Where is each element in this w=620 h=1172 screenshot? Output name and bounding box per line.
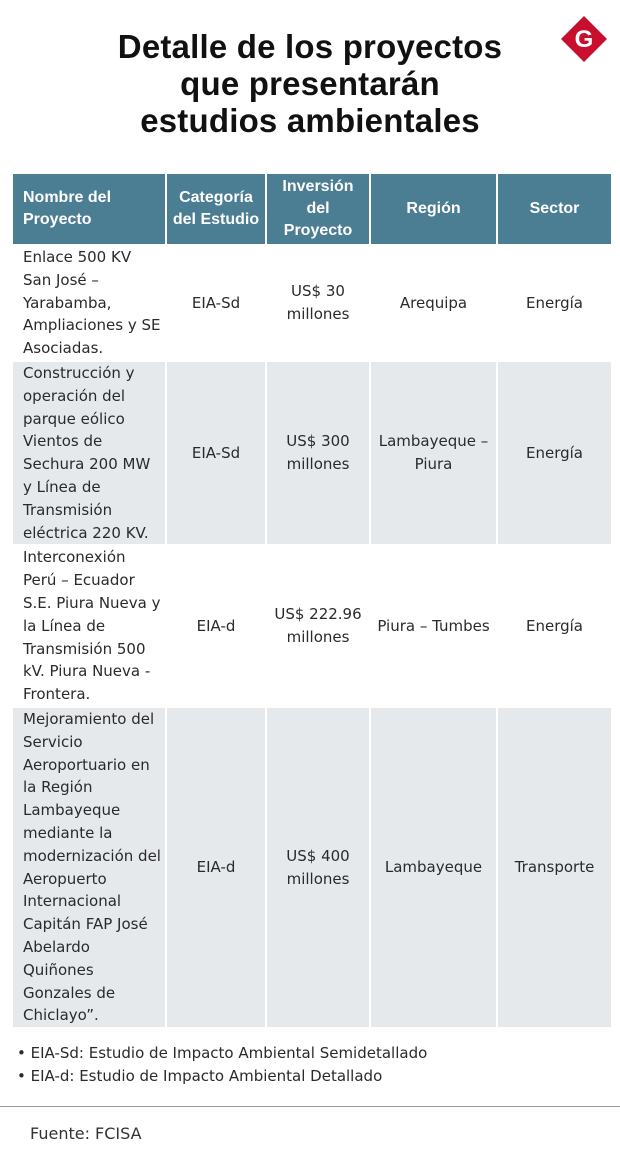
cell-sector: Energía — [526, 616, 583, 635]
cell-region: Piura – Tumbes — [377, 616, 490, 635]
cell-inversion: US$ 222.96 millones — [274, 605, 362, 647]
cell-inversion: US$ 400 millones — [267, 708, 369, 1027]
header-sector: Sector — [498, 174, 611, 244]
cell-inversion: US$ 30 millones — [286, 282, 350, 323]
table-row — [13, 362, 611, 544]
divider — [0, 1106, 620, 1107]
footnote-eia-sd: • EIA-Sd: Estudio de Impacto Ambiental Semidetallado — [17, 1044, 428, 1062]
cell-nombre: Mejoramiento del Servicio Aeroportuario en la Región Lambayeque mediante la modernización del Aeropuerto Internacional Capitán FAP José Abelardo Quiñones Gonzales de Chiclayo”. — [13, 708, 165, 1027]
cell-region: Lambayeque – Piura — [371, 362, 496, 544]
header-inversion: Inversión del Proyecto — [267, 174, 369, 244]
cell-nombre: Construcción y operación del parque eólico Vientos de Sechura 200 MW y Línea de Transmisión eléctrica 220 KV. — [13, 362, 165, 544]
table-header-row — [13, 174, 611, 244]
cell-categoria: EIA-Sd — [191, 293, 241, 312]
cell-categoria: EIA-d — [196, 616, 236, 635]
table-row — [13, 246, 611, 360]
footnote-eia-d: • EIA-d: Estudio de Impacto Ambiental Detallado — [17, 1066, 383, 1085]
cell-categoria: EIA-Sd — [167, 362, 265, 544]
g-logo-icon — [560, 15, 608, 63]
cell-inversion: US$ 300 millones — [267, 362, 369, 544]
cell-region: Lambayeque — [371, 708, 496, 1027]
cell-sector: Energía — [498, 362, 611, 544]
cell-nombre: Interconexión Perú – Ecuador S.E. Piura Nueva y la Línea de Transmisión 500 kV. Piura Nueva - Frontera. — [23, 548, 161, 704]
cell-sector: Transporte — [498, 708, 611, 1027]
cell-region: Arequipa — [399, 293, 468, 312]
header-categoria: Categoría del Estudio — [167, 174, 265, 244]
footnotes — [17, 1042, 427, 1087]
projects-table — [11, 172, 613, 1029]
header-nombre: Nombre del Proyecto — [13, 174, 165, 244]
page-title: Detalle de los proyectos que presentarán estudios ambientales — [117, 28, 503, 139]
header-region: Región — [371, 174, 496, 244]
table-row — [13, 708, 611, 1027]
cell-categoria: EIA-d — [167, 708, 265, 1027]
table-row — [13, 546, 611, 706]
logo-letter: G — [574, 26, 594, 53]
cell-sector: Energía — [526, 293, 583, 312]
cell-nombre: Enlace 500 KV San José – Yarabamba, Ampliaciones y SE Asociadas. — [23, 248, 161, 358]
source-credit: Fuente: FCISA — [30, 1124, 142, 1143]
